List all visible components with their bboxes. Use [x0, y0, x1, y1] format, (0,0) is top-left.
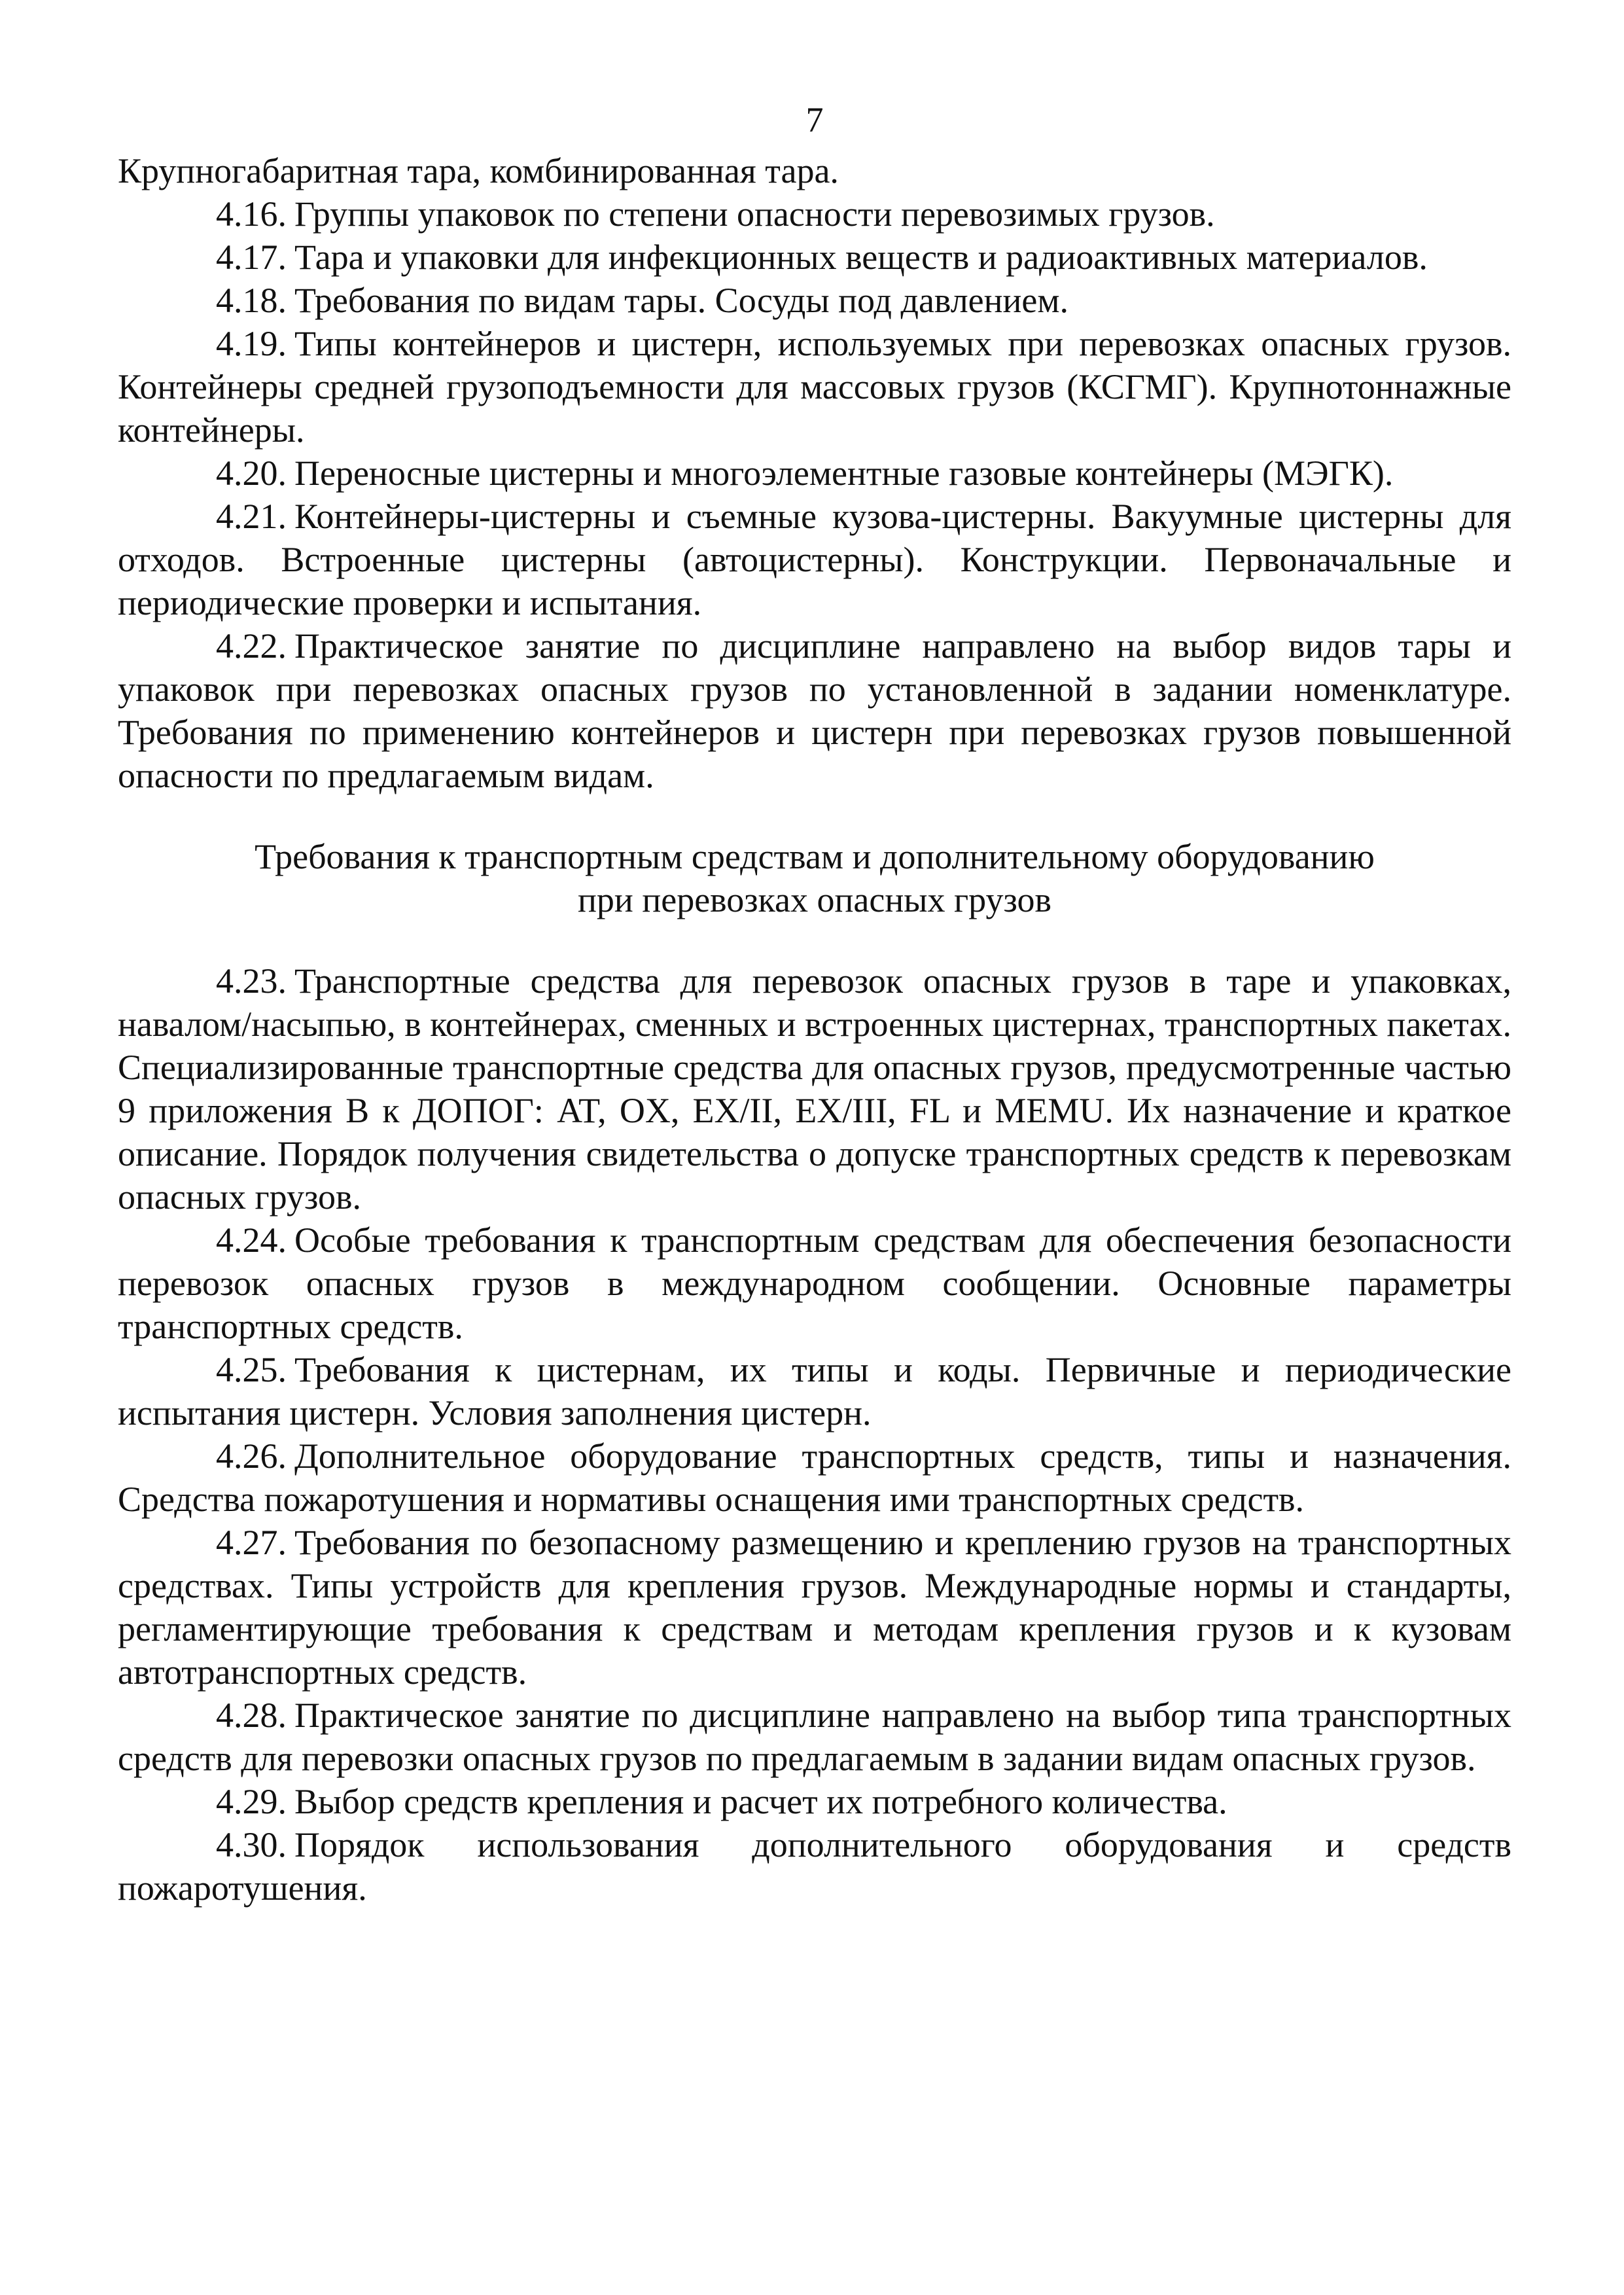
list-item	[118, 1780, 1511, 1823]
items-before-list	[118, 192, 1511, 797]
list-item	[118, 624, 1511, 797]
list-item	[118, 1694, 1511, 1780]
list-item	[118, 236, 1511, 279]
item-number: 4.29.	[216, 1782, 287, 1821]
list-item	[118, 1348, 1511, 1434]
item-number: 4.20.	[216, 454, 287, 493]
item-number: 4.27.	[216, 1523, 287, 1562]
item-number: 4.24.	[216, 1220, 287, 1260]
item-text: Требования к цистернам, их типы и коды. Первичные и периодические испытания цистерн. Условия заполнения цистерн.	[118, 1350, 1511, 1432]
item-number: 4.30.	[216, 1825, 287, 1864]
item-text: Требования по видам тары. Сосуды под давлением.	[294, 281, 1069, 320]
item-text: Особые требования к транспортным средствам для обеспечения безопасности перевозок опасных грузов в международном сообщении. Основные параметры транспортных средств.	[118, 1220, 1511, 1346]
item-number: 4.25.	[216, 1350, 287, 1389]
item-text: Порядок использования дополнительного оборудования и средств пожаротушения.	[118, 1825, 1511, 1908]
list-item	[118, 959, 1511, 1219]
list-item	[118, 1823, 1511, 1910]
item-text: Тара и упаковки для инфекционных веществ и радиоактивных материалов.	[294, 238, 1428, 277]
section-title-line-2: при перевозках опасных грузов	[578, 880, 1051, 919]
list-item	[118, 279, 1511, 322]
document-page	[118, 98, 1511, 1910]
item-number: 4.21.	[216, 497, 287, 536]
item-text: Практическое занятие по дисциплине направлено на выбор типа транспортных средств для перевозки опасных грузов по предлагаемым в задании видам опасных грузов.	[118, 1696, 1511, 1778]
item-number: 4.16.	[216, 194, 287, 234]
item-text: Контейнеры-цистерны и съемные кузова-цистерны. Вакуумные цистерны для отходов. Встроенные цистерны (автоцистерны). Конструкции. Первоначальные и периодические проверки и испытания.	[118, 497, 1511, 622]
list-item	[118, 1521, 1511, 1694]
item-number: 4.22.	[216, 626, 287, 666]
item-number: 4.17.	[216, 238, 287, 277]
item-text: Переносные цистерны и многоэлементные газовые контейнеры (МЭГК).	[294, 454, 1394, 493]
page-number: 7	[805, 100, 824, 139]
list-item	[118, 1219, 1511, 1348]
item-text: Требования по безопасному размещению и креплению грузов на транспортных средствах. Типы устройств для крепления грузов. Международные нормы и стандарты, регламентирующие требования к средствам и методам крепления грузов и к кузовам автотранспортных средств.	[118, 1523, 1511, 1692]
list-item	[118, 452, 1511, 495]
list-item	[118, 192, 1511, 236]
item-text: Выбор средств крепления и расчет их потребного количества.	[294, 1782, 1227, 1821]
list-item	[118, 322, 1511, 452]
list-item	[118, 1434, 1511, 1521]
section-title-line-1: Требования к транспортным средствам и дополнительному оборудованию	[255, 837, 1375, 876]
list-item	[118, 495, 1511, 624]
section-title	[118, 835, 1511, 921]
item-text: Группы упаковок по степени опасности перевозимых грузов.	[294, 194, 1215, 234]
item-text: Транспортные средства для перевозок опасных грузов в таре и упаковках, навалом/насыпью, в контейнерах, сменных и встроенных цистернах, транспортных пакетах. Специализированные транспортные средства для опасных грузов, предусмотренные частью 9 приложения В к ДОПОГ: AT, OX, EX/II, EX/III, FL и MEMU. Их назначение и краткое описание. Порядок получения свидетельства о допуске транспортных средств к перевозкам опасных грузов.	[118, 961, 1511, 1217]
item-number: 4.19.	[216, 324, 287, 363]
item-text: Дополнительное оборудование транспортных средств, типы и назначения. Средства пожаротушения и нормативы оснащения ими транспортных средств.	[118, 1436, 1511, 1519]
item-text: Типы контейнеров и цистерн, используемых при перевозках опасных грузов. Контейнеры средней грузоподъемности для массовых грузов (КСГМГ). Крупнотоннажные контейнеры.	[118, 324, 1511, 450]
item-text: Практическое занятие по дисциплине направлено на выбор видов тары и упаковок при перевозках опасных грузов по установленной в задании номенклатуре. Требования по применению контейнеров и цистерн при перевозках грузов повышенной опасности по предлагаемым видам.	[118, 626, 1511, 795]
item-number: 4.28.	[216, 1696, 287, 1735]
intro-line: Крупногабаритная тара, комбинированная тара.	[118, 151, 839, 190]
item-number: 4.26.	[216, 1436, 287, 1476]
item-number: 4.18.	[216, 281, 287, 320]
items-after-list	[118, 959, 1511, 1910]
item-number: 4.23.	[216, 961, 287, 1001]
